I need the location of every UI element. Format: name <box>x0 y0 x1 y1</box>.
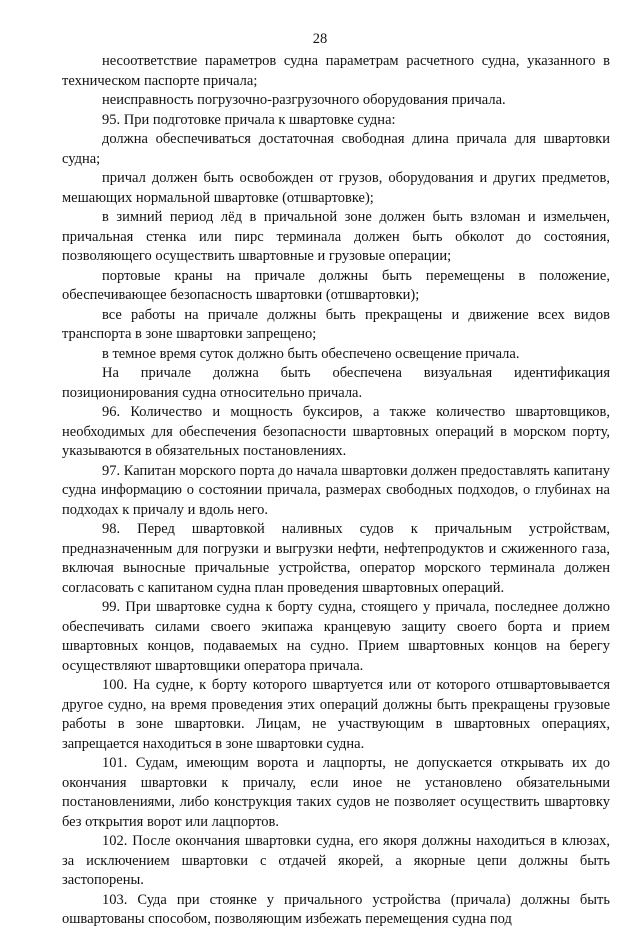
page-number: 28 <box>312 31 328 47</box>
paragraph: причал должен быть освобожден от грузов, оборудования и других предметов, мешающих нормальной швартовке (отшвартовке); <box>62 170 610 206</box>
clause-97: 97. Капитан морского порта до начала швартовки должен предоставлять капитану судна информацию о состоянии причала, размерах свободных подходов, о глубинах на подходах к причалу и вдоль него. <box>62 462 610 518</box>
paragraph: должна обеспечиваться достаточная свободная длина причала для швартовки судна; <box>62 131 610 167</box>
clause-103: 103. Суда при стоянке у причального устройства (причала) должны быть ошвартованы способом, позволяющим избежать перемещения судна под <box>62 891 610 927</box>
paragraph: несоответствие параметров судна параметрам расчетного судна, указанного в техническом паспорте причала; <box>62 53 610 89</box>
clause-96: 96. Количество и мощность буксиров, а также количество швартовщиков, необходимых для обеспечения безопасности швартовных операций в морском порту, указываются в обязательных постановлениях. <box>62 404 610 459</box>
clause-98: 98. Перед швартовкой наливных судов к причальным устройствам, предназначенным для погрузки и выгрузки нефти, нефтепродуктов и сжиженного газа, включая выносные причальные устройства, оператор морского терминала должен согласовать с капитаном судна план проведения швартовных операций. <box>62 521 610 596</box>
paragraph: в темное время суток должно быть обеспечено освещение причала. <box>102 345 520 362</box>
paragraph: портовые краны на причале должны быть перемещены в положение, обеспечивающее безопасность швартовки (отшвартовки); <box>62 267 610 303</box>
clause-101: 101. Судам, имеющим ворота и лацпорты, не допускается открывать их до окончания швартовки к причалу, если иное не установлено обязательными постановлениями, либо конструкция таких судов не позволяет осуществить швартовку без открытия ворот или лацпортов. <box>62 755 610 830</box>
document-body <box>62 52 610 930</box>
clause-102: 102. После окончания швартовки судна, его якоря должны находиться в клюзах, за исключением швартовки с отдачей якорей, а якорные цепи должны быть застопорены. <box>62 833 610 888</box>
clause-100: 100. На судне, к борту которого швартуется или от которого отшвартовывается другое судно, на время проведения этих операций должны быть прекращены грузовые работы в зоне швартовки. Лицам, не участвующим в швартовных операциях, запрещается находиться в зоне швартовки судна. <box>62 677 610 752</box>
clause-99: 99. При швартовке судна к борту судна, стоящего у причала, последнее должно обеспечивать силами своего экипажа кранцевую защиту своего борта и прием швартовных концов, подаваемых на судно. Прием швартовных концов на берегу осуществляют швартовщики оператора причала. <box>62 599 610 674</box>
paragraph: неисправность погрузочно-разгрузочного оборудования причала. <box>102 92 506 108</box>
paragraph: все работы на причале должны быть прекращены и движение всех видов транспорта в зоне швартовки запрещено; <box>62 306 610 342</box>
paragraph: На причале должна быть обеспечена визуальная идентификация позиционирования судна относительно причала. <box>62 365 610 401</box>
paragraph: в зимний период лёд в причальной зоне должен быть взломан и измельчен, причальная стенка или пирс терминала должен быть обколот до состояния, позволяющего осуществить швартовные и грузовые операции; <box>62 209 610 264</box>
clause-95-heading: 95. При подготовке причала к швартовке судна: <box>102 111 396 128</box>
